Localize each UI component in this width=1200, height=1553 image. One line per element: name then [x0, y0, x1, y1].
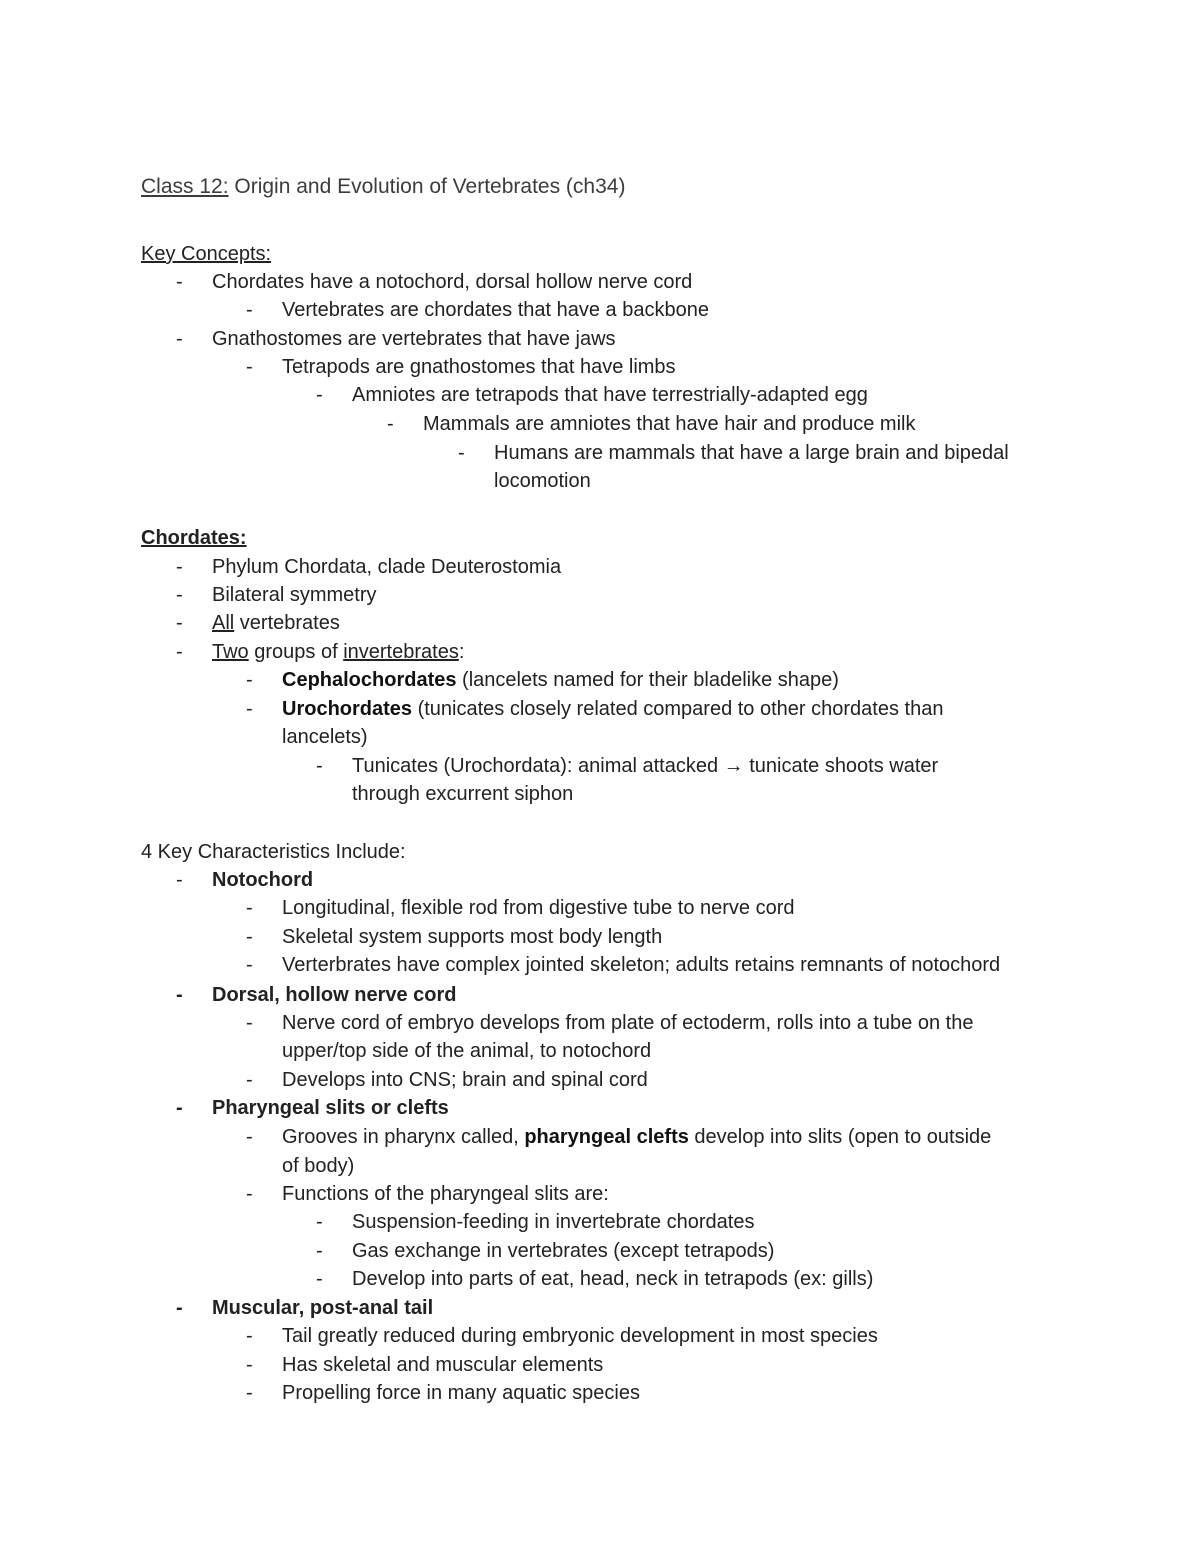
bullet-dash: - — [176, 641, 183, 663]
title-text: Origin and Evolution of Vertebrates (ch34) — [228, 175, 626, 198]
key-concept-item: Humans are mammals that have a large brain and bipedal — [494, 442, 1009, 464]
text-span: : — [458, 641, 465, 663]
chordates-subitem — [282, 695, 943, 723]
key-concept-item: Tetrapods are gnathostomes that have limbs — [282, 356, 676, 378]
text-span: (tunicates closely related compared to other chordates than — [412, 698, 944, 720]
characteristic-pharyngeal: Pharyngeal slits or clefts — [212, 1097, 449, 1119]
bullet-dash: - — [176, 612, 183, 634]
characteristic-notochord: Notochord — [212, 869, 314, 891]
title-class-label: Class 12: — [141, 175, 229, 198]
bullet-dash: - — [176, 869, 183, 891]
bullet-dash: - — [316, 384, 323, 406]
bullet-dash: - — [176, 328, 183, 350]
key-concept-item: Chordates have a notochord, dorsal hollow nerve cord — [212, 271, 693, 293]
key-concept-item: Vertebrates are chordates that have a backbone — [282, 299, 709, 321]
text-span: vertebrates — [234, 612, 340, 634]
bullet-dash: - — [316, 1240, 323, 1262]
notochord-item: Skeletal system supports most body length — [282, 926, 663, 948]
chordates-item — [212, 638, 464, 666]
bullet-dash: - — [176, 584, 183, 606]
bullet-dash: - — [246, 1126, 253, 1148]
bullet-dash: - — [246, 897, 253, 919]
bullet-dash: - — [246, 1012, 253, 1034]
bullet-dash: - — [176, 556, 183, 578]
text-span: (lancelets named for their bladelike shape) — [456, 669, 839, 691]
chordates-item: Bilateral symmetry — [212, 584, 377, 606]
bullet-dash: - — [246, 954, 253, 976]
bullet-dash: - — [246, 1325, 253, 1347]
bullet-dash: - — [246, 356, 253, 378]
bullet-dash: - — [176, 271, 183, 293]
nerve-cord-item-continuation: upper/top side of the animal, to notochord — [282, 1040, 652, 1062]
emphasis-underline: All — [212, 612, 235, 634]
key-concepts-heading: Key Concepts: — [141, 243, 272, 265]
bullet-dash: - — [246, 698, 253, 720]
text-span: Grooves in pharynx called, — [282, 1126, 525, 1148]
function-item: Develop into parts of eat, head, neck in tetrapods (ex: gills) — [352, 1268, 874, 1290]
tail-item: Has skeletal and muscular elements — [282, 1354, 604, 1376]
emphasis-underline: Two — [212, 641, 249, 663]
term-bold: Cephalochordates — [282, 669, 457, 691]
bullet-dash: - — [176, 984, 183, 1006]
tail-item: Tail greatly reduced during embryonic development in most species — [282, 1325, 878, 1347]
bullet-dash: - — [246, 669, 253, 691]
key-concept-item: Amniotes are tetrapods that have terrestrially-adapted egg — [352, 384, 868, 406]
chordates-heading: Chordates: — [141, 527, 247, 549]
bullet-dash: - — [316, 755, 323, 777]
bullet-dash: - — [316, 1211, 323, 1233]
text-span: develop into slits (open to outside — [688, 1126, 992, 1148]
bullet-dash: - — [246, 1354, 253, 1376]
key-concept-item: Mammals are amniotes that have hair and produce milk — [423, 413, 916, 435]
chordates-item — [212, 609, 340, 637]
nerve-cord-item: Nerve cord of embryo develops from plate of ectoderm, rolls into a tube on the — [282, 1012, 974, 1034]
bullet-dash: - — [458, 442, 465, 464]
key-concept-item-continuation: locomotion — [494, 470, 591, 492]
notochord-item: Verterbrates have complex jointed skeleton; adults retains remnants of notochord — [282, 954, 1001, 976]
bullet-dash: - — [246, 1183, 253, 1205]
bullet-dash: - — [246, 1069, 253, 1091]
term-bold: Urochordates — [282, 698, 413, 720]
chordates-item: Phylum Chordata, clade Deuterostomia — [212, 556, 562, 578]
chordates-subsubitem-continuation: through excurrent siphon — [352, 783, 574, 805]
chordates-subitem — [282, 666, 839, 694]
notochord-item: Longitudinal, flexible rod from digestive tube to nerve cord — [282, 897, 795, 919]
page-title — [141, 173, 625, 201]
text-span: groups of — [248, 641, 344, 663]
pharyngeal-item — [282, 1123, 991, 1151]
bullet-dash: - — [246, 1382, 253, 1404]
chordates-subsubitem: Tunicates (Urochordata): animal attacked → tunicate shoots water — [352, 755, 939, 777]
pharyngeal-item: Functions of the pharyngeal slits are: — [282, 1183, 609, 1205]
bullet-dash: - — [316, 1268, 323, 1290]
bullet-dash: - — [246, 299, 253, 321]
key-concept-item: Gnathostomes are vertebrates that have jaws — [212, 328, 616, 350]
characteristics-heading: 4 Key Characteristics Include: — [141, 841, 406, 863]
pharyngeal-item-continuation: of body) — [282, 1155, 355, 1177]
nerve-cord-item: Develops into CNS; brain and spinal cord — [282, 1069, 648, 1091]
characteristic-nerve-cord: Dorsal, hollow nerve cord — [212, 984, 457, 1006]
bullet-dash: - — [246, 926, 253, 948]
bullet-dash: - — [176, 1097, 183, 1119]
bullet-dash: - — [176, 1297, 183, 1319]
chordates-subitem-continuation: lancelets) — [282, 726, 368, 748]
tail-item: Propelling force in many aquatic species — [282, 1382, 640, 1404]
function-item: Suspension-feeding in invertebrate chordates — [352, 1211, 755, 1233]
bullet-dash: - — [387, 413, 394, 435]
characteristic-tail: Muscular, post-anal tail — [212, 1297, 434, 1319]
function-item: Gas exchange in vertebrates (except tetrapods) — [352, 1240, 775, 1262]
emphasis-underline: invertebrates — [343, 641, 459, 663]
term-bold: pharyngeal clefts — [524, 1126, 689, 1148]
